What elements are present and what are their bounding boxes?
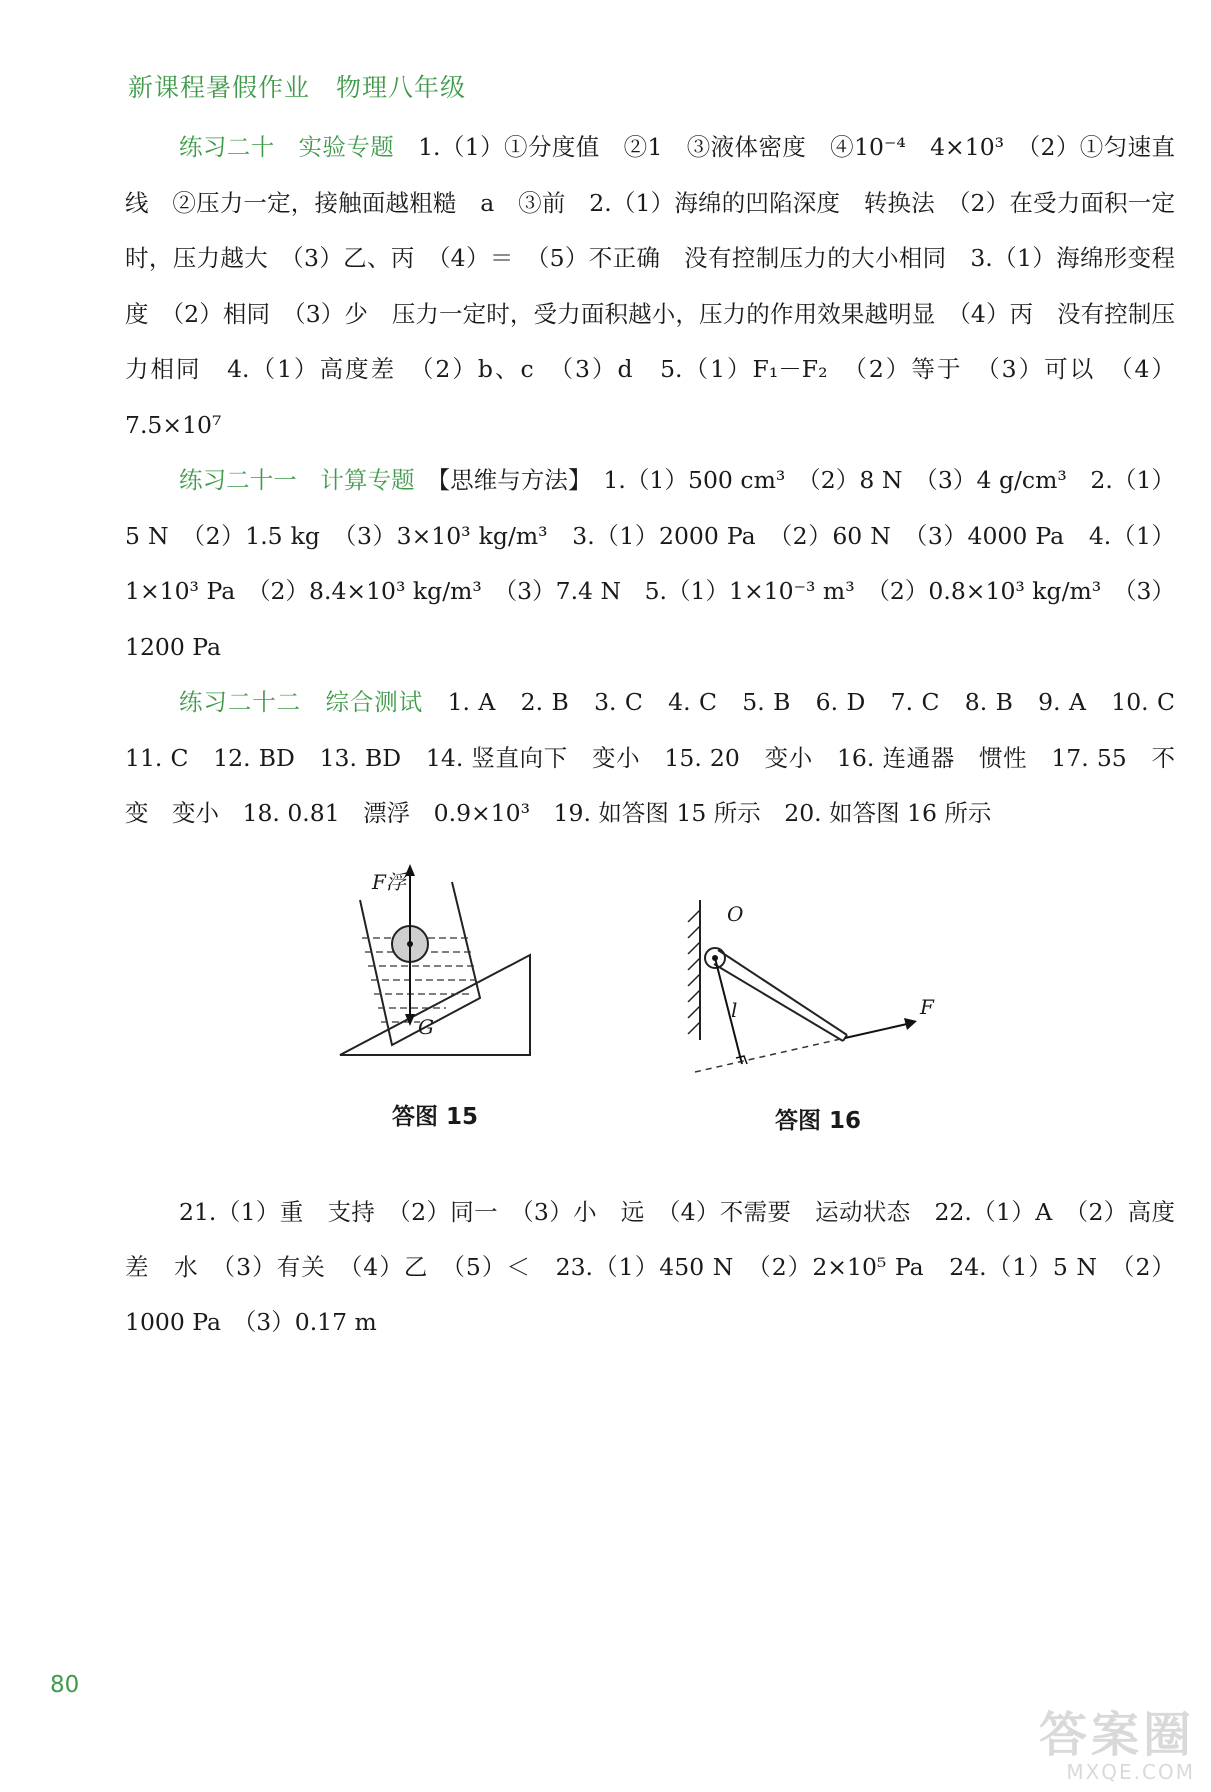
- section-text: 【思维与方法】 1.（1）500 cm³ （2）8 N （3）4 g/cm³ 2.（1）5 N （2）1.5 kg （3）3×10³ kg/m³ 3.（1）2000 Pa （2）60 N （3）4000 Pa 4.（1）1×10³ Pa （2）8.4×10³ kg/m³ （3）7.4 N 5.（1）1×10⁻³ m³ （2）0.8×10³ kg/m³ （3）1200 Pa: [125, 466, 1176, 661]
- force-line-extension: [695, 1038, 845, 1072]
- watermark-text: 答案圈: [1038, 1707, 1195, 1763]
- section-title: 练习二十一 计算专题: [179, 466, 415, 494]
- pivot-label: O: [727, 902, 744, 926]
- watermark-url: MXQE.COM: [1066, 1760, 1195, 1784]
- figure-16-drawing: [685, 860, 965, 1060]
- wall-hatching: [688, 910, 700, 1034]
- section-text: 1. A 2. B 3. C 4. C 5. B 6. D 7. C 8. B 9. A 10. C 11. C 12. BD 13. BD 14. 竖直向下 变小 15. 20 变小 16. 连通器 惯性 17. 55 不变 变小 18. 0.81 漂浮 0.9×10³ 19. 如答图 15 所示 20. 如答图 16 所示: [125, 688, 1199, 827]
- subject-title: 物理八年级: [336, 73, 467, 102]
- force-arrow: [845, 1024, 907, 1038]
- moment-arm: [715, 958, 742, 1064]
- arm-label: l: [731, 998, 738, 1022]
- answer-continuation: [125, 1185, 1175, 1350]
- incline-wedge: [340, 955, 530, 1055]
- figure-15: [320, 860, 560, 1130]
- continuation-text: 21.（1）重 支持 （2）同一 （3）小 远 （4）不需要 运动状态 22.（1）A （2）高度差 水 （3）有关 （4）乙 （5）＜ 23.（1）450 N （2）2×10⁵ Pa 24.（1）5 N （2）1000 Pa （3）0.17 m: [125, 1198, 1175, 1336]
- section-21: [125, 453, 1175, 675]
- figures-row: [0, 860, 1211, 1160]
- page-number: 80: [50, 1672, 80, 1698]
- gravity-label: G: [418, 1015, 434, 1039]
- rod-top: [718, 950, 847, 1035]
- figure-15-drawing: [320, 860, 560, 1060]
- force-label: F: [920, 995, 934, 1019]
- watermark-logo: [975, 1696, 1205, 1786]
- book-title: 新课程暑假作业: [128, 73, 311, 102]
- answer-content: [125, 120, 1199, 842]
- section-20: [125, 120, 1175, 453]
- figure-16-caption: 答图 16: [775, 1108, 862, 1134]
- buoyancy-label: F浮: [372, 870, 406, 894]
- running-header: [128, 68, 466, 104]
- section-title: 练习二十 实验专题: [179, 133, 395, 161]
- section-22: [125, 675, 1199, 842]
- figure-15-caption: 答图 15: [392, 1104, 479, 1130]
- figure-16: [685, 860, 965, 1134]
- section-title: 练习二十二 综合测试: [179, 688, 424, 716]
- section-text: 1.（1）①分度值 ②1 ③液体密度 ④10⁻⁴ 4×10³ （2）①匀速直线 ②压力一定，接触面越粗糙 a ③前 2.（1）海绵的凹陷深度 转换法 （2）在受力面积一定时，压力越大 （3）乙、丙 （4）＝ （5）不正确 没有控制压力的大小相同 3.（1）海绵形变程度 （2）相同 （3）少 压力一定时，受力面积越小，压力的作用效果越明显 （4）丙 没有控制压力相同 4.（1）高度差 （2）b、c （3）d 5.（1）F₁－F₂ （2）等于 （3）可以 （4）7.5×10⁷: [125, 133, 1176, 439]
